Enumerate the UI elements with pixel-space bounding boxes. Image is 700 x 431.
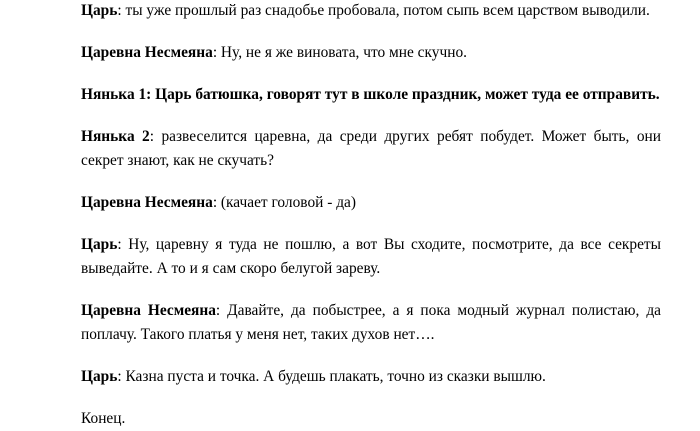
- ending-text: Конец.: [81, 410, 126, 427]
- line-text: : Давайте, да побыстрее, а я пока модный журнал полистаю, да поплачу. Такого платья у меня нет, таких духов нет….: [81, 302, 661, 343]
- paragraph-gap: [81, 107, 661, 125]
- dialogue-line-3: [81, 83, 661, 107]
- paragraph-gap: [81, 173, 661, 191]
- paragraph-gap: [81, 281, 661, 299]
- speaker-name: Нянька 1: Царь батюшка, говорят тут в школе праздник, может туда ее отправить.: [81, 86, 660, 103]
- dialogue-line-2: [81, 41, 661, 65]
- paragraph-gap: [81, 215, 661, 233]
- line-text: : Ну, царевну я туда не пошлю, а вот Вы сходите, посмотрите, да все секреты выведайте. А то и я сам скоро белугой зареву.: [81, 236, 661, 277]
- speaker-name: Царевна Несмеяна: [81, 302, 216, 319]
- line-text: : ты уже прошлый раз снадобье пробовала, потом сыпь всем царством выводили.: [117, 2, 650, 19]
- dialogue-line-7: [81, 299, 661, 347]
- dialogue-line-1: [81, 0, 661, 23]
- line-text: : (качает головой - да): [212, 194, 356, 211]
- document-page: [81, 0, 661, 431]
- speaker-name: Царевна Несмеяна: [81, 44, 213, 61]
- speaker-name: Царь: [81, 368, 118, 385]
- line-text: : развеселится царевна, да среди других ребят побудет. Может быть, они секрет знают, как не скучать?: [81, 128, 661, 169]
- speaker-name: Царь: [81, 236, 118, 253]
- dialogue-line-8: [81, 365, 661, 389]
- dialogue-line-5: [81, 191, 661, 215]
- speaker-name: Царь: [81, 2, 118, 19]
- paragraph-gap: [81, 347, 661, 365]
- speaker-name: Царевна Несмеяна: [81, 194, 213, 211]
- paragraph-gap: [81, 389, 661, 407]
- dialogue-line-6: [81, 233, 661, 281]
- line-text: : Казна пуста и точка. А будешь плакать, точно из сказки вышлю.: [117, 368, 546, 385]
- paragraph-gap: [81, 23, 661, 41]
- line-text: : Ну, не я же виновата, что мне скучно.: [212, 44, 467, 61]
- dialogue-line-4: [81, 125, 661, 173]
- speaker-name: Нянька 2: [81, 128, 150, 145]
- paragraph-gap: [81, 65, 661, 83]
